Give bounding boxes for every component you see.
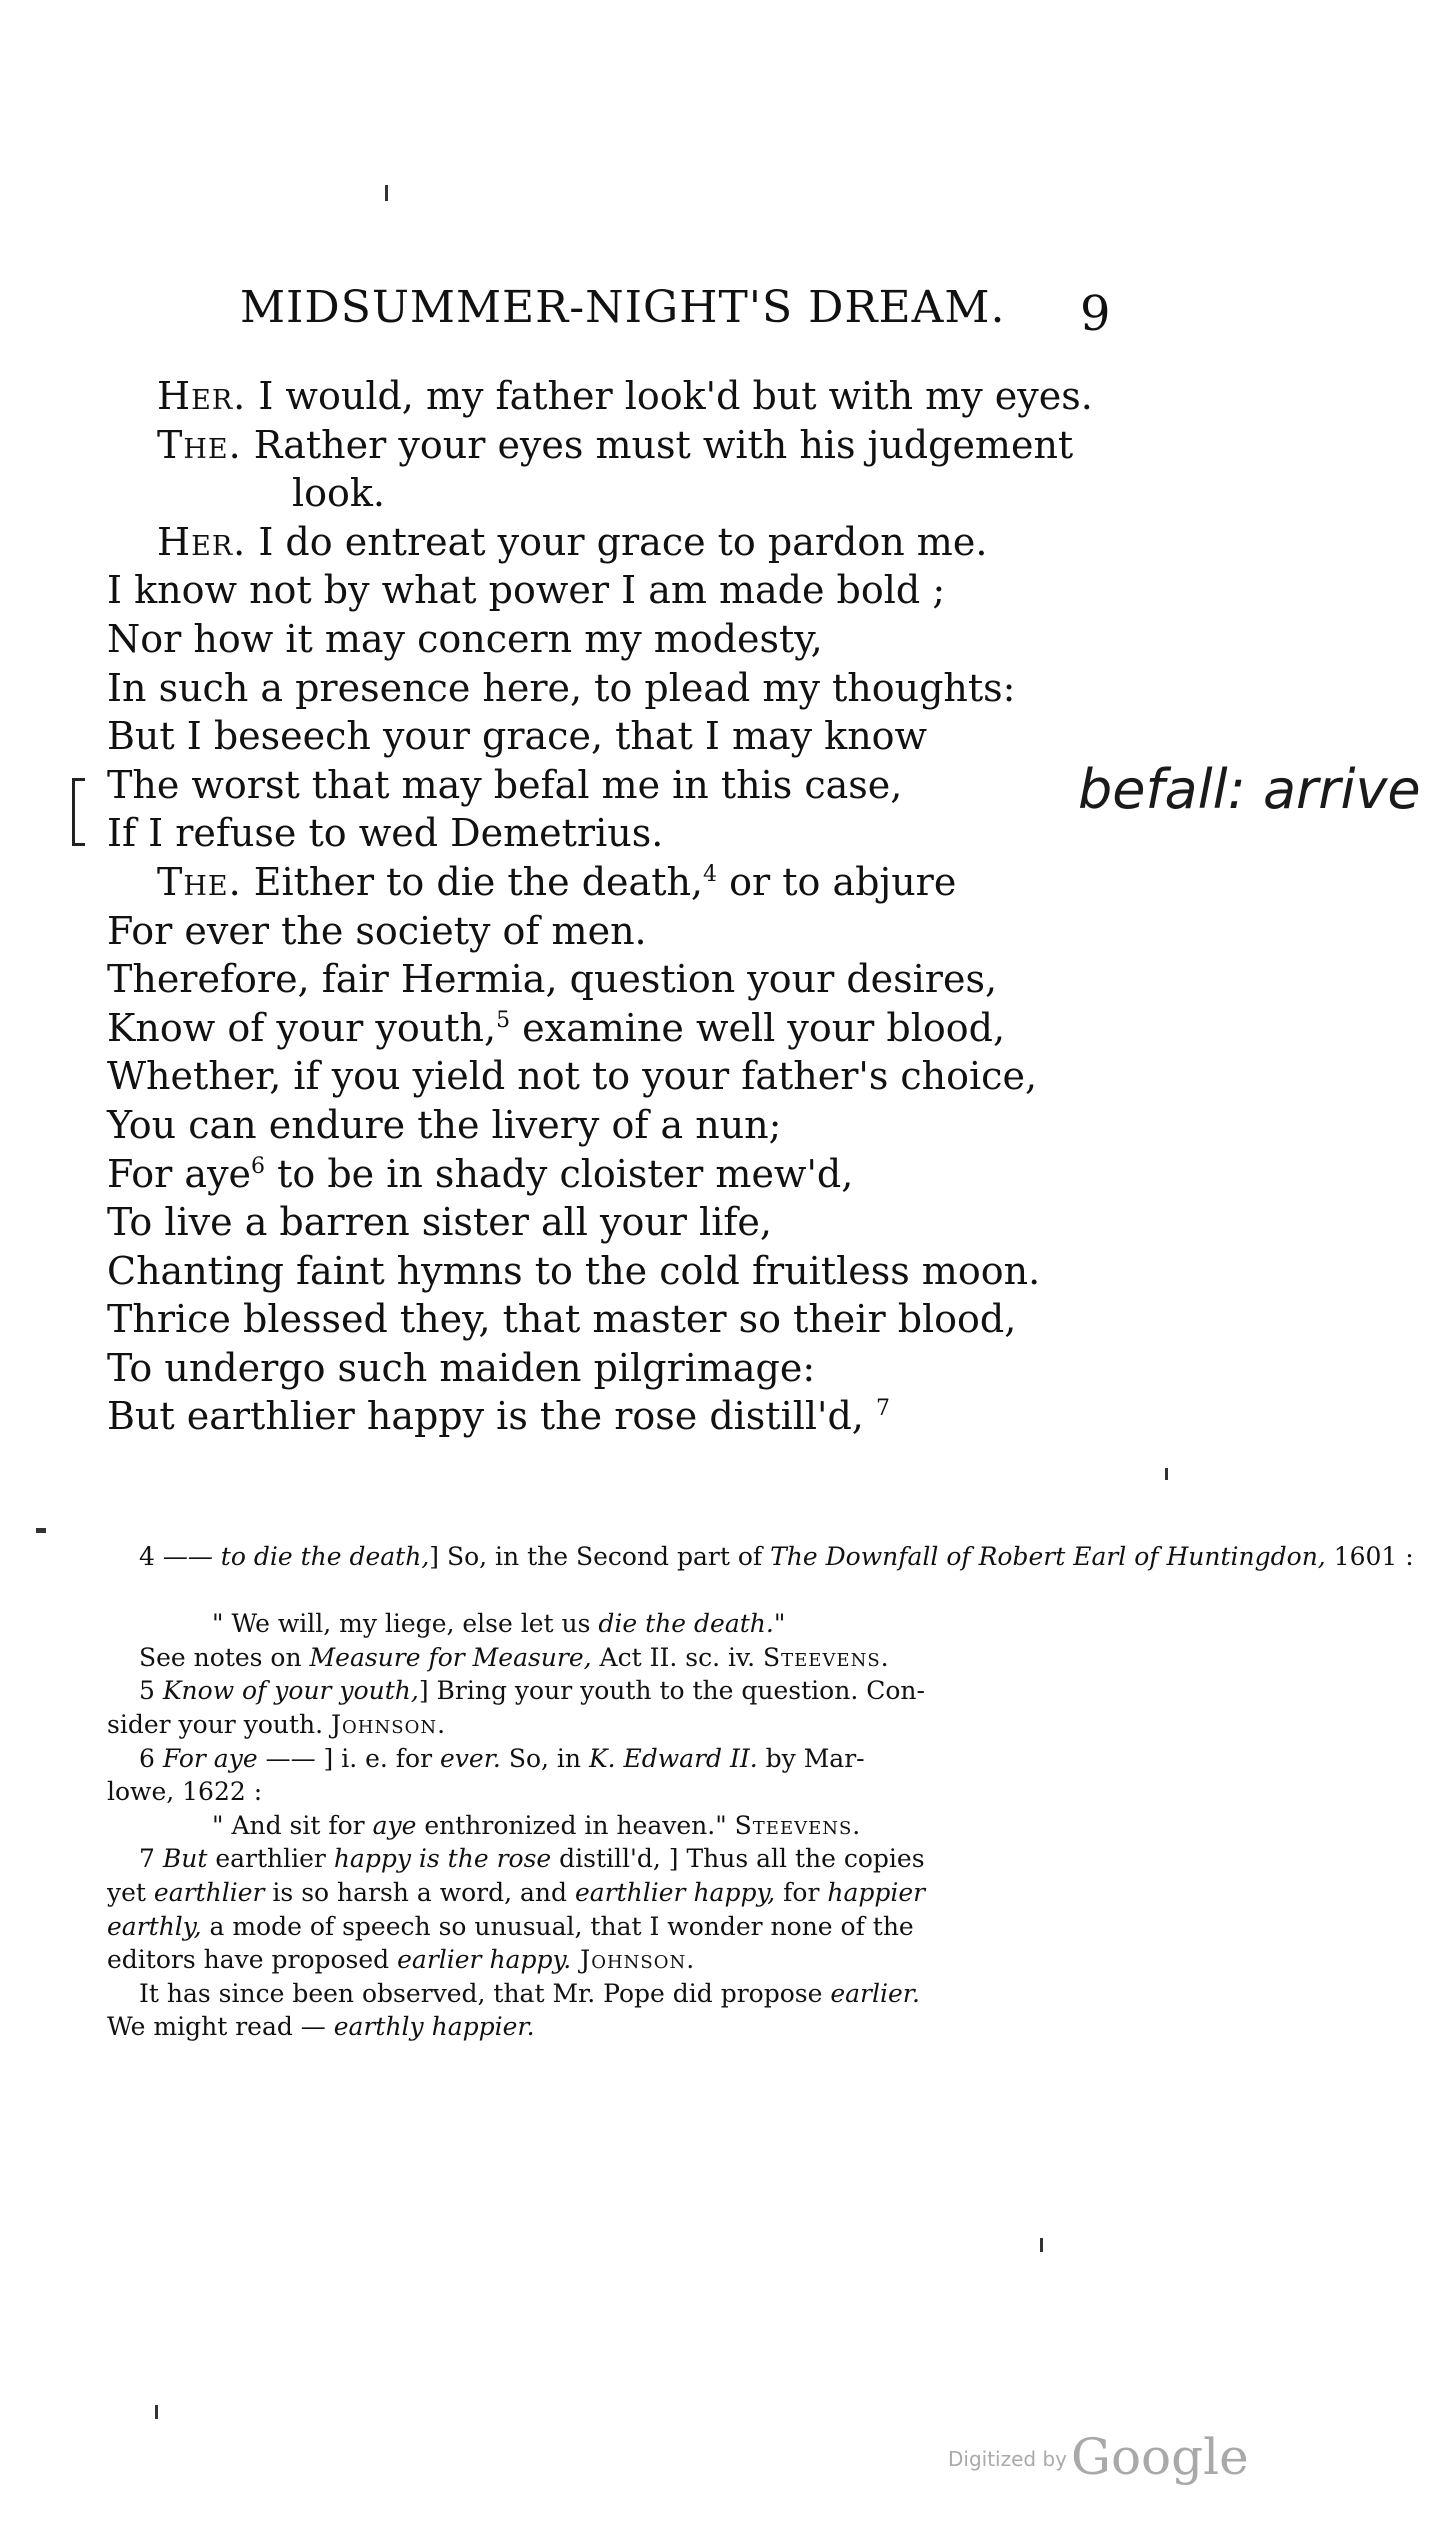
ink-speck bbox=[385, 185, 388, 201]
speaker-tag: The. bbox=[157, 422, 242, 467]
footnote-line: sider your youth. Johnson. bbox=[107, 1709, 447, 1739]
verse-line: Her. I do entreat your grace to pardon me. bbox=[157, 519, 988, 564]
footnote-line: yet earthlier is so harsh a word, and earthlier happy, for happier bbox=[107, 1877, 926, 1907]
page-number: 9 bbox=[1080, 286, 1111, 342]
verse-line: The worst that may befal me in this case, bbox=[107, 762, 903, 807]
google-logo: Google bbox=[1071, 2428, 1249, 2486]
ink-speck bbox=[1165, 1468, 1168, 1480]
verse-line: I know not by what power I am made bold ; bbox=[107, 568, 946, 613]
author-citation: Steevens. bbox=[763, 1642, 890, 1672]
digitized-watermark: Digitized byGoogle bbox=[948, 2428, 1249, 2486]
footnote-quote: " We will, my liege, else let us die the death." bbox=[212, 1609, 786, 1639]
handwritten-margin-note: befall: arrive bbox=[1078, 758, 1421, 821]
ink-speck bbox=[155, 2405, 158, 2419]
verse-line: To live a barren sister all your life, bbox=[107, 1200, 772, 1245]
verse-line: To undergo such maiden pilgrimage: bbox=[107, 1345, 816, 1390]
footnotes bbox=[107, 1540, 1414, 2044]
speaker-tag: Her. bbox=[157, 519, 247, 564]
verse-line: In such a presence here, to plead my thoughts: bbox=[107, 665, 1016, 710]
verse-line: Her. I would, my father look'd but with my eyes. bbox=[157, 374, 1093, 418]
footnote-marker: 6 bbox=[251, 1153, 266, 1179]
verse-line: Chanting faint hymns to the cold fruitless moon. bbox=[107, 1248, 1041, 1293]
footnote-marker: 7 bbox=[875, 1396, 890, 1422]
footnote-marker: 5 bbox=[496, 1007, 511, 1033]
verse-line: For ever the society of men. bbox=[107, 908, 647, 953]
running-title: MIDSUMMER-NIGHT'S DREAM. bbox=[240, 282, 1006, 333]
verse-line: The. Rather your eyes must with his judgement bbox=[157, 422, 1074, 467]
footnote-line: 7 But earthlier happy is the rose distill'd, ] Thus all the copies bbox=[139, 1844, 925, 1874]
verse-line: Whether, if you yield not to your father's choice, bbox=[107, 1054, 1038, 1099]
ink-speck bbox=[36, 1528, 46, 1533]
author-citation: Johnson. bbox=[331, 1709, 447, 1739]
verse-line: Therefore, fair Hermia, question your desires, bbox=[107, 957, 998, 1002]
footnote-line: lowe, 1622 : bbox=[107, 1777, 263, 1807]
verse-line: Thrice blessed they, that master so their blood, bbox=[107, 1297, 1017, 1342]
speaker-tag: Her. bbox=[157, 374, 247, 418]
footnote-line: It has since been observed, that Mr. Pope did propose earlier. bbox=[139, 1978, 920, 2008]
verse-line: look. bbox=[292, 471, 386, 516]
ink-speck bbox=[1040, 2238, 1043, 2252]
verse-block bbox=[107, 372, 1157, 1441]
speaker-tag: The. bbox=[157, 859, 242, 904]
footnote-line: editors have proposed earlier happy. Johnson. bbox=[107, 1945, 696, 1975]
verse-line: Nor how it may concern my modesty, bbox=[107, 616, 823, 661]
verse-line: Know of your youth,$^5$ examine well your blood, bbox=[107, 1005, 1006, 1050]
footnote-line: 6 For aye —— ] i. e. for ever. So, in K. Edward II. by Mar- bbox=[139, 1743, 865, 1773]
footnote-line: 4 —— to die the death,] So, in the Second part of The Downfall of Robert Earl of Huntingdon, 1601 : bbox=[139, 1542, 1414, 1571]
verse-line: For aye$^6$ to be in shady cloister mew'd, bbox=[107, 1151, 854, 1196]
verse-line: The. Either to die the death,$^4$ or to abjure bbox=[157, 859, 957, 904]
verse-line: You can endure the livery of a nun; bbox=[107, 1102, 782, 1147]
footnote-line: earthly, a mode of speech so unusual, that I wonder none of the bbox=[107, 1911, 914, 1941]
margin-bracket bbox=[72, 778, 85, 846]
verse-line: But I beseech your grace, that I may know bbox=[107, 714, 928, 759]
author-citation: Johnson. bbox=[571, 1945, 696, 1975]
verse-line: But earthlier happy is the rose distill'd, $^7$ bbox=[107, 1394, 890, 1439]
footnote-marker: 4 bbox=[703, 861, 718, 887]
footnote-line: We might read — earthly happier. bbox=[107, 2012, 535, 2042]
verse-line: If I refuse to wed Demetrius. bbox=[107, 811, 664, 856]
author-citation: Steevens. bbox=[734, 1810, 862, 1840]
footnote-line: See notes on Measure for Measure, Act II. sc. iv. Steevens. bbox=[139, 1642, 890, 1672]
page-header bbox=[240, 282, 1140, 342]
footnote-line: 5 Know of your youth,] Bring your youth to the question. Con- bbox=[139, 1676, 925, 1706]
footnote-quote: " And sit for aye enthronized in heaven." Steevens. bbox=[212, 1810, 862, 1840]
